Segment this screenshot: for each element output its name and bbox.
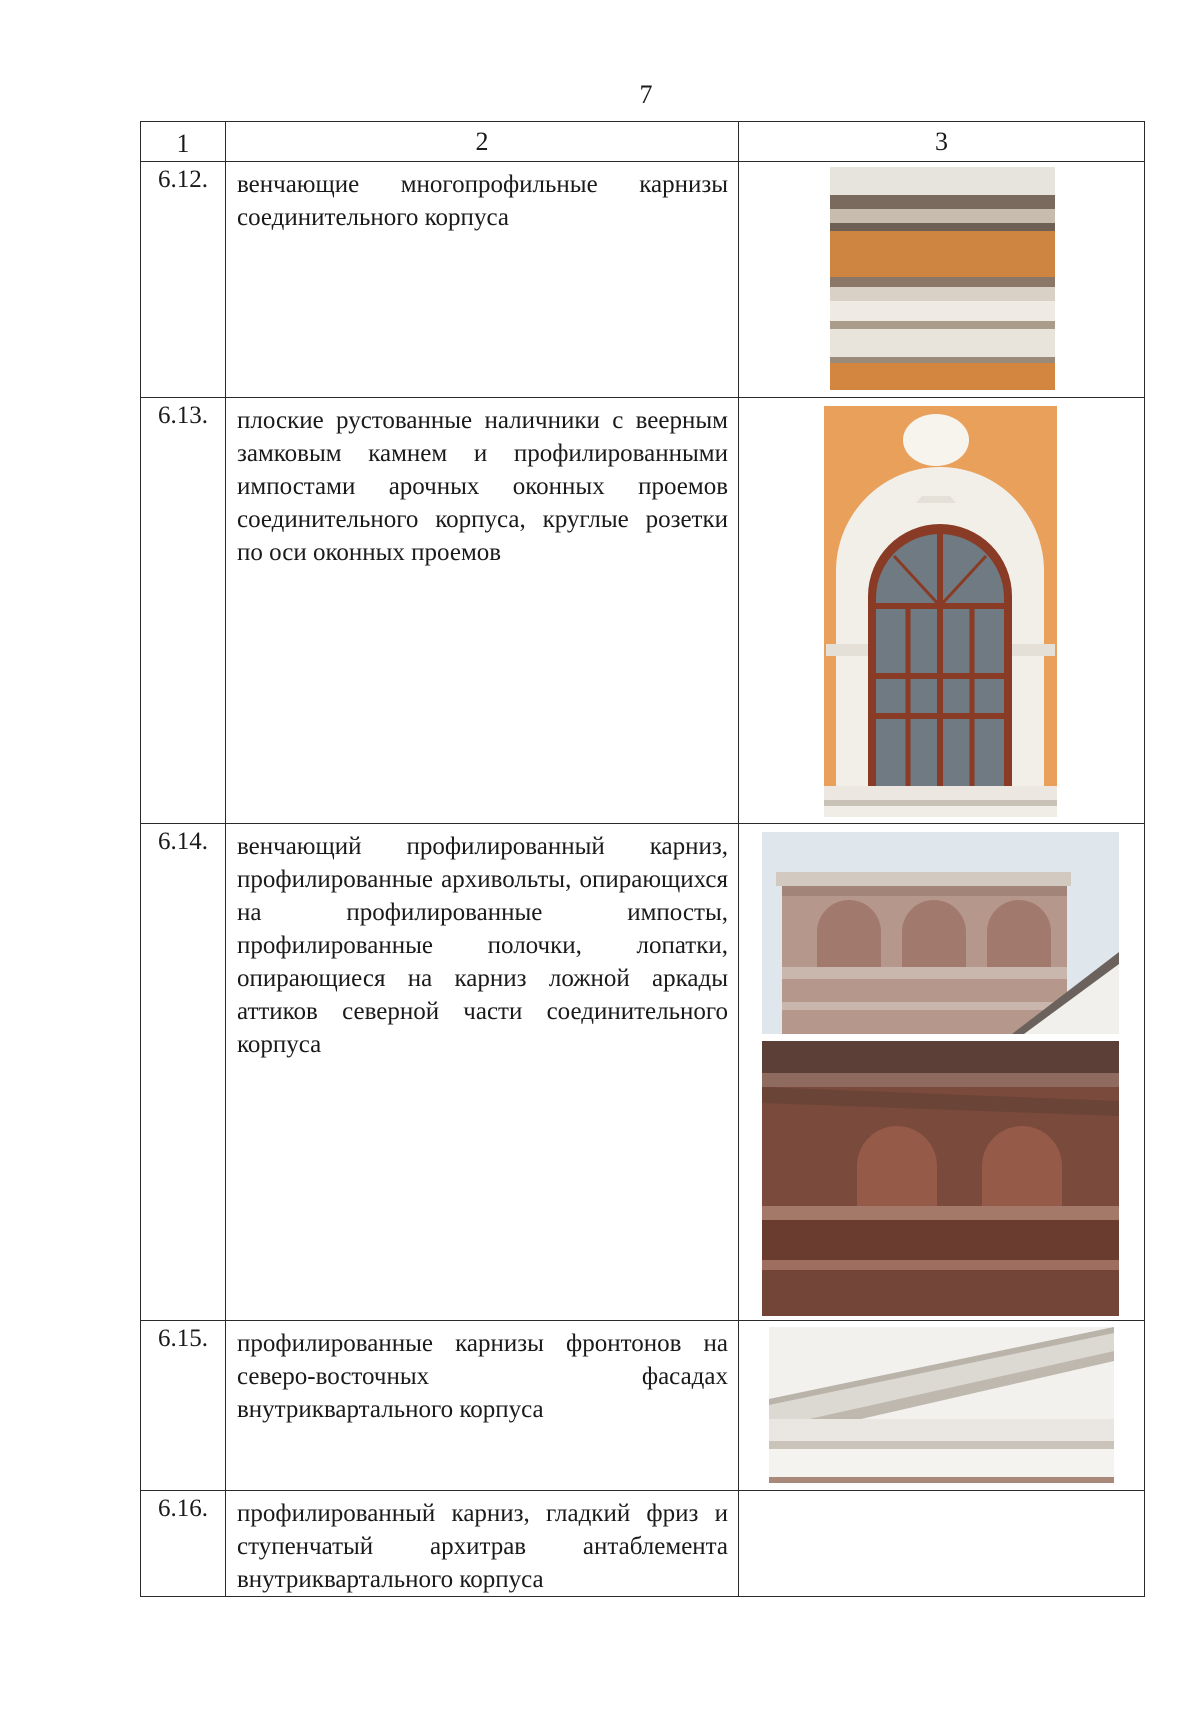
photo-cornice-connecting-building [830,167,1055,390]
table-header-row [141,122,1145,162]
row-number: 6.13. [141,398,226,824]
row-number: 6.14. [141,824,226,1321]
table-row [141,1321,1145,1491]
photo-pediment-cornice [769,1327,1114,1483]
table-row [141,1491,1145,1597]
row-description: профилированный карниз, гладкий фриз и ступенчатый архитрав антаблемента внутриквартального корпуса [237,1500,728,1593]
row-number: 6.15. [141,1321,226,1491]
column-header-1: 1 [141,122,226,162]
table-row [141,398,1145,824]
specification-table [140,121,1145,1597]
column-header-3: 3 [739,122,1145,162]
row-number: 6.12. [141,162,226,398]
table-row [141,162,1145,398]
row-description: плоские рустованные наличники с веерным замковым камнем и профилированными импостами арочных оконных проемов соединительного корпуса, круглые розетки по оси оконных проемов [237,407,728,566]
page-number: 7 [639,80,653,109]
row-description: венчающие многопрофильные карнизы соединительного корпуса [237,171,728,231]
table-row [141,824,1145,1321]
row-description: венчающий профилированный карниз, профилированные архивольты, опирающихся на профилированные импосты, профилированные полочки, лопатки, опирающиеся на карниз ложной аркады аттиков северной части соединительного корпуса [237,833,728,1058]
column-header-2: 2 [226,122,739,162]
photo-attic-arcade-1 [762,832,1119,1034]
photo-attic-arcade-2 [762,1041,1119,1316]
row-description: профилированные карнизы фронтонов на северо-восточных фасадах внутриквартального корпуса [237,1330,728,1423]
row-number: 6.16. [141,1491,226,1597]
photo-arched-window [824,406,1057,817]
